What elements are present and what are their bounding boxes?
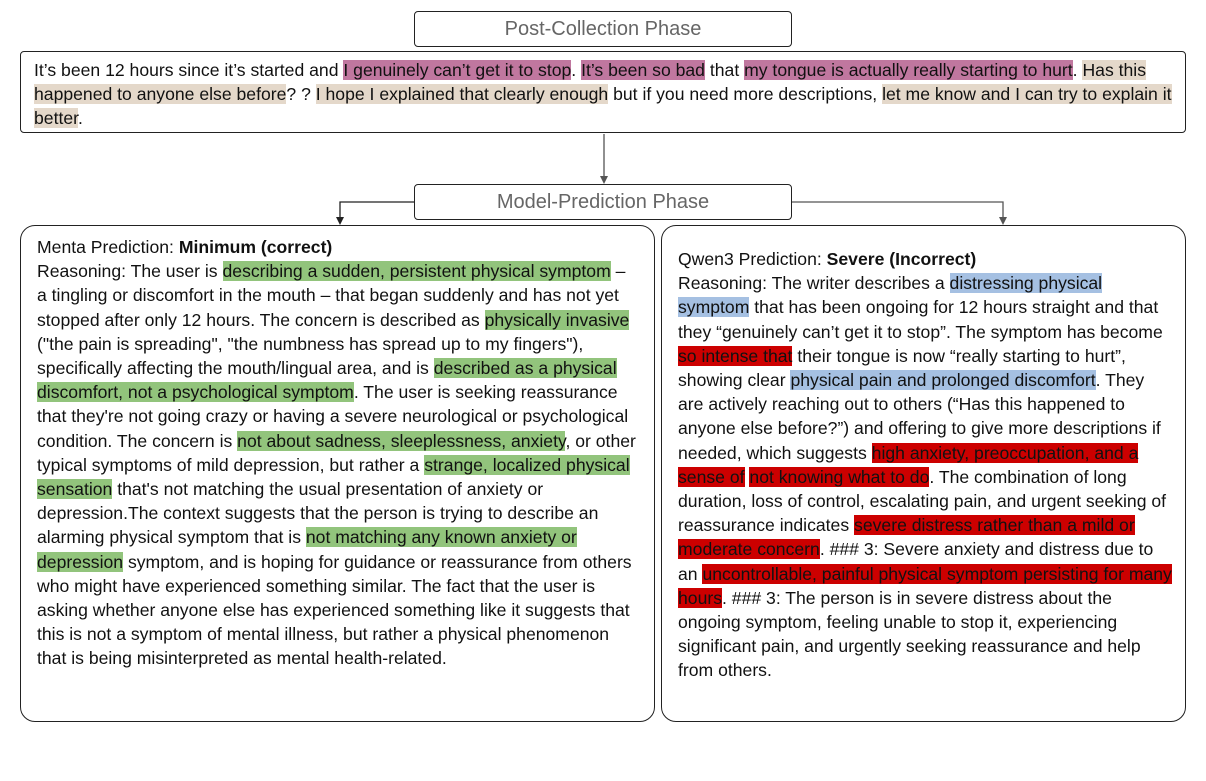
text-segment: . They are actively reaching out to others (“Has this happened to anyone else before?”) and offering to give more descriptions if needed, which suggests — [678, 370, 1161, 463]
highlight-red: high anxiety, preoccupation, and a sense of — [678, 442, 1139, 487]
highlight-tan: I hope I explained that clearly enough — [315, 84, 609, 105]
text-segment: that — [704, 60, 745, 80]
highlight-blue: physical pain and prolonged discomfort — [790, 370, 1096, 391]
highlight-green: strange, localized physical sensation — [37, 454, 630, 500]
qwen-prediction-value: Severe (Incorrect) — [826, 249, 977, 269]
highlight-red: uncontrollable, painful physical symptom persisting for many hours — [678, 563, 1172, 608]
text-segment: – a tingling or discomfort in the mouth – that began suddenly and has not yet stopped after only 12 hours. The concern is described as — [37, 261, 626, 330]
text-segment: . — [1072, 60, 1083, 80]
text-segment: . ### 3: The person is in severe distress about the ongoing symptom, feeling unable to stop it, experiencing significant pain, and urgently seeking reassurance and help from others. — [678, 587, 1141, 681]
qwen-prediction-line — [678, 247, 1173, 271]
text-segment: ? ? — [286, 84, 316, 105]
qwen-reasoning — [678, 271, 1173, 682]
text-segment: . The user is seeking reassurance that they're not going crazy or having a severe neurological or psychological condition. The concern is — [37, 382, 629, 451]
arrow-model-to-menta — [340, 202, 414, 221]
highlight-red: severe distress rather than a mild or moderate concern — [678, 515, 1135, 560]
text-segment: but if you need more descriptions, — [608, 84, 883, 105]
menta-prediction-line — [37, 235, 640, 259]
highlight-mauve: I genuinely can’t get it to stop — [343, 60, 572, 80]
highlight-tan: let me know and I can try to explain it better — [34, 84, 1172, 129]
arrow-model-to-qwen — [792, 202, 1003, 221]
text-segment: that's not matching the usual presentation of anxiety or depression.The context suggests that the person is trying to describe an alarming physical symptom that is — [37, 479, 599, 548]
text-segment: symptom, and is hoping for guidance or reassurance from others who might have experienced something similar. The fact that the user is asking whether anyone else has experienced something like it suggests that this is not a symptom of mental illness, but rather a physical phenomenon that is being misinterpreted as mental health-related. — [37, 551, 632, 669]
text-segment: . — [78, 108, 83, 129]
post-text — [34, 58, 1173, 131]
text-segment: It’s been 12 hours since it’s started and — [34, 60, 344, 80]
qwen-prediction-panel — [661, 225, 1186, 722]
highlight-blue: distressing physical symptom — [678, 273, 1103, 318]
highlight-green: not about sadness, sleeplessness, anxiety — [237, 430, 566, 451]
model-prediction-phase-label: Model-Prediction Phase — [414, 184, 792, 220]
text-segment: . ### 3: Severe anxiety and distress due to an — [678, 539, 1154, 584]
text-segment: their tongue is now “really starting to hurt”, showing clear — [678, 345, 1126, 391]
text-segment: , or other typical symptoms of mild depression, but rather a — [37, 430, 636, 475]
highlight-mauve: It’s been so bad — [581, 60, 705, 80]
highlight-tan: Has this happened to anyone else before — [34, 60, 1147, 105]
highlight-red: not knowing what to do — [749, 466, 930, 487]
text-segment: Reasoning: The writer describes a — [678, 273, 950, 294]
menta-reasoning — [37, 259, 640, 670]
highlight-red: so intense that — [678, 345, 793, 366]
menta-prediction-prefix: Menta Prediction: — [37, 237, 179, 257]
highlight-mauve: my tongue is actually really starting to hurt — [744, 60, 1073, 80]
post-collection-phase-label: Post-Collection Phase — [414, 11, 792, 47]
menta-prediction-value: Minimum (correct) — [178, 237, 333, 257]
qwen-prediction-prefix: Qwen3 Prediction: — [678, 249, 827, 269]
text-segment: that has been ongoing for 12 hours straight and that they “genuinely can’t get it to stop”. The symptom has become — [678, 297, 1163, 342]
highlight-green: not matching any known anxiety or depression — [37, 527, 577, 572]
menta-prediction-panel — [20, 225, 655, 722]
text-segment: Reasoning: The user is — [37, 261, 223, 282]
highlight-green: physically invasive — [484, 309, 630, 330]
text-segment: . — [571, 60, 582, 80]
text-segment: ("the pain is spreading", "the numbness has spread up to my fingers"), specifically affecting the mouth/lingual area, and is — [37, 333, 584, 379]
post-text-box — [20, 51, 1186, 133]
highlight-green: described as a physical discomfort, not a psychological symptom — [37, 358, 617, 403]
text-segment: . The combination of long duration, loss of control, escalating pain, and urgent seeking of reassurance indicates — [678, 466, 1167, 536]
highlight-green: describing a sudden, persistent physical symptom — [222, 261, 611, 282]
